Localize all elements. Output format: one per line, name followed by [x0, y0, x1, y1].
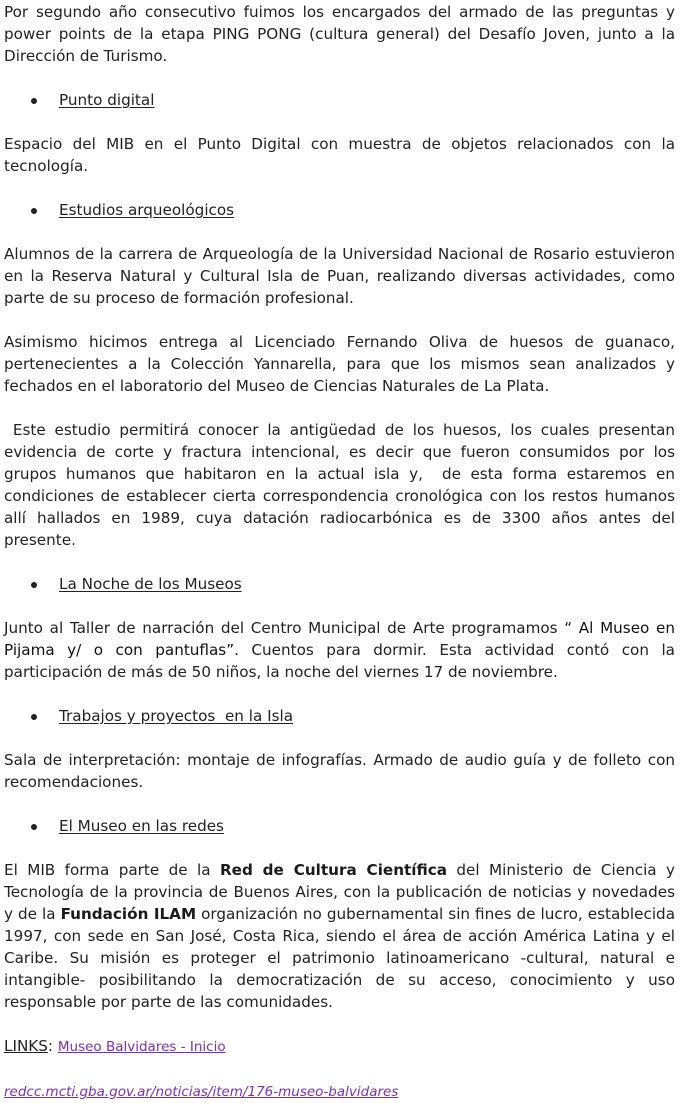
- red-cultura-cientifica: Red de Cultura Científica: [219, 861, 447, 879]
- bullet-punto-digital: [4, 89, 675, 111]
- paragraph-desafio-joven: Por segundo año consecutivo fuimos los encargados del armado de las preguntas y power points de la etapa PING PONG (cultura general) del Desafío Joven, junto a la Dirección de Turismo.: [4, 3, 675, 65]
- text-segment: El MIB forma parte de la: [4, 861, 220, 879]
- paragraph-punto-digital: Espacio del MIB en el Punto Digital con muestra de objetos relacionados con la tecnología.: [4, 135, 675, 175]
- bullet-dot-icon: [31, 98, 37, 104]
- bullet-noche-museos: [4, 573, 675, 595]
- heading-trabajos-isla: Trabajos y proyectos en la Isla: [59, 707, 294, 725]
- bullet-estudios-arqueologicos: [4, 199, 675, 221]
- heading-museo-redes: El Museo en las redes: [59, 817, 224, 835]
- redcc-link[interactable]: redcc.mcti.gba.gov.ar/noticias/item/176-museo-balvidares: [4, 1084, 399, 1100]
- paragraph-noche-museos: [4, 617, 675, 683]
- paragraph-huesos-guanaco: Asimismo hicimos entrega al Licenciado Fernando Oliva de huesos de guanaco, pertenecientes a la Colección Yannarella, para que los mismos sean analizados y fechados en el laboratorio del Museo de Ciencias Naturales de La Plata.: [4, 333, 675, 395]
- heading-noche-museos: La Noche de los Museos: [59, 575, 242, 593]
- bullet-dot-icon: [31, 824, 37, 830]
- heading-punto-digital: Punto digital: [59, 91, 155, 109]
- bullet-museo-redes: [4, 815, 675, 837]
- text-segment: del Ministerio de Ciencia y Tecnología de la provincia de Buenos Aires, con la publicación de noticias y novedades y de la: [4, 861, 675, 923]
- text-segment: organización no gubernamental sin fines de lucro, establecida 1997, con sede en San José, Costa Rica, siendo el área de acción América Latina y el Caribe. Su misión es proteger el patrimonio latinoamericano -cultural, natural e intangible- posibilitando la democratización de su acceso, conocimiento y uso responsable por parte de las comunidades.: [4, 905, 675, 1011]
- heading-estudios-arqueologicos: Estudios arqueológicos: [59, 201, 235, 219]
- text-segment: Cuentos para dormir. Esta actividad contó con la participación de más de 50 niños, la noche del viernes 17 de noviembre.: [4, 641, 675, 681]
- text-segment: Junto al Taller de narración del Centro Municipal de Arte programamos: [4, 619, 565, 637]
- bullet-trabajos-isla: [4, 705, 675, 727]
- event-title: “ Al Museo en Pijama y/ o con pantuflas”.: [4, 619, 675, 659]
- paragraph-estudio-antiguedad: Este estudio permitirá conocer la antigüedad de los huesos, los cuales presentan evidencia de corte y fractura intencional, es decir que fueron consumidos por los grupos humanos que habitaron en la actual isla y, de esta forma estaremos en condiciones de establecer cierta correspondencia cronológica con los restos humanos allí hallados en 1989, cuya datación radiocarbónica es de 3300 años antes del presente.: [4, 421, 680, 549]
- fundacion-ilam: Fundación ILAM: [60, 905, 197, 923]
- bullet-dot-icon: [31, 714, 37, 720]
- links-line: [4, 1035, 675, 1058]
- links-colon: :: [47, 1037, 58, 1055]
- links-label: LINKS: [4, 1037, 48, 1055]
- paragraph-sala-interpretacion: Sala de interpretación: montaje de infografías. Armado de audio guía y de folleto con recomendaciones.: [4, 751, 675, 791]
- redcc-line: [4, 1080, 675, 1103]
- paragraph-museo-redes: [4, 859, 675, 1013]
- bullet-dot-icon: [31, 582, 37, 588]
- paragraph-alumnos-arqueologia: Alumnos de la carrera de Arqueología de la Universidad Nacional de Rosario estuvieron en la Reserva Natural y Cultural Isla de Puan, realizando diversas actividades, como parte de su proceso de formación profesional.: [4, 245, 675, 307]
- museo-balvidares-link[interactable]: Museo Balvidares - Inicio: [57, 1039, 226, 1055]
- bullet-dot-icon: [31, 208, 37, 214]
